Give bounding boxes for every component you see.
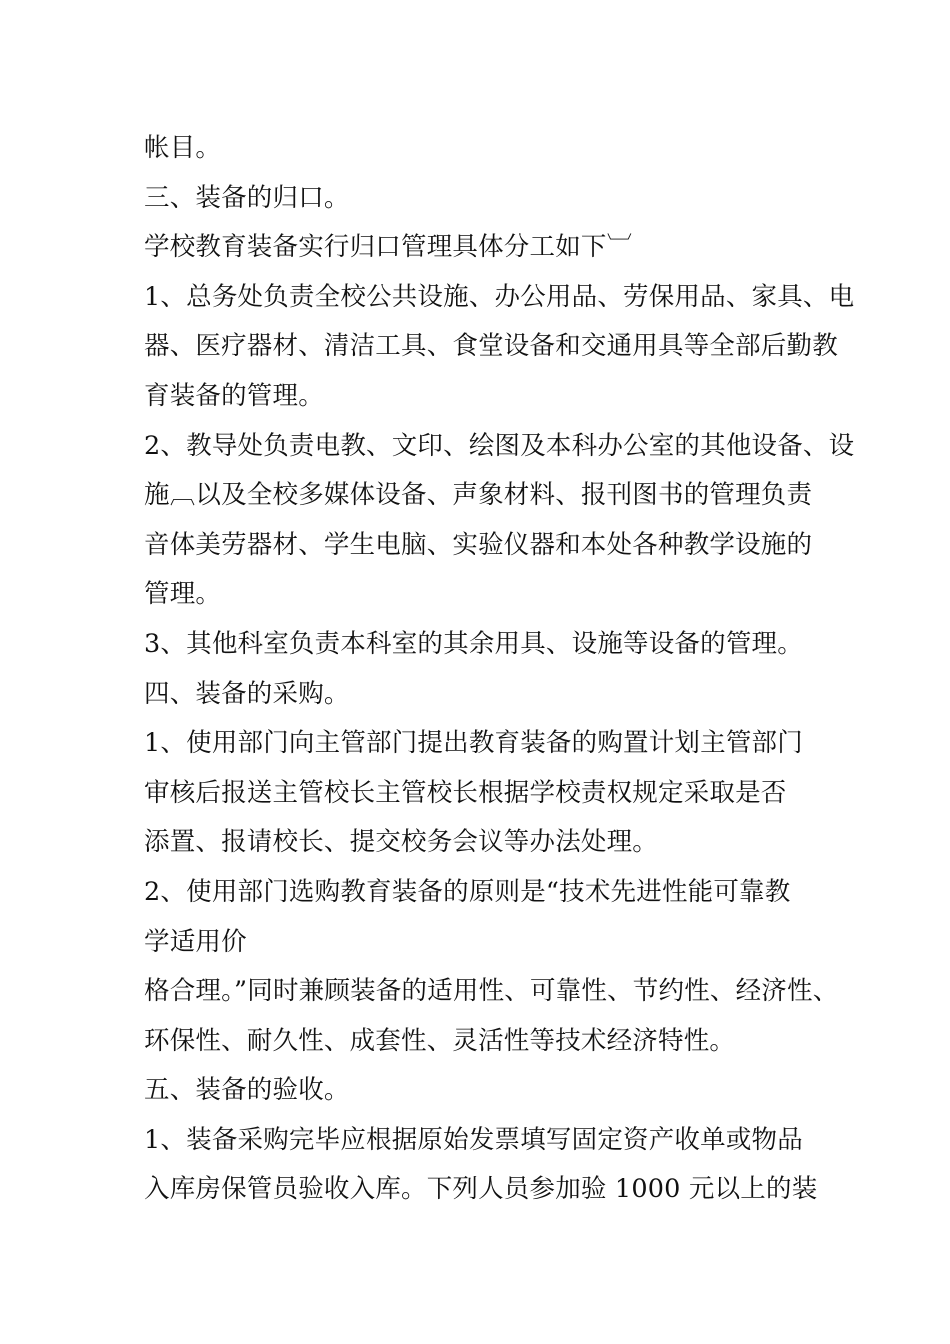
text-line: 管理。 xyxy=(144,579,222,610)
section-heading: 四、装备的采购。 xyxy=(144,678,350,709)
document-body xyxy=(144,124,855,1215)
text-line: 审核后报送主管校长主管校长根据学校责权规定采取是否 xyxy=(144,777,787,808)
text-line: 育装备的管理。 xyxy=(144,380,324,411)
text-line: 施︹以及全校多媒体设备、声象材料、报刊图书的管理负责 xyxy=(144,480,813,511)
text-line: 学校教育装备实行归口管理具体分工如下︺ xyxy=(144,232,633,263)
section-heading: 三、装备的归口。 xyxy=(144,182,350,213)
text-line: 2、使用部门选购教育装备的原则是“技术先进性能可靠教 xyxy=(144,876,791,907)
text-line: 入库房保管员验收入库。下列人员参加验 1000 元以上的装 xyxy=(144,1174,818,1205)
text-line: 器、医疗器材、清洁工具、食堂设备和交通用具等全部后勤教 xyxy=(144,331,838,362)
text-line: 环保性、耐久性、成套性、灵活性等技术经济特性。 xyxy=(144,1025,736,1056)
text-line: 3、其他科室负责本科室的其余用具、设施等设备的管理。 xyxy=(144,628,803,659)
text-line: 1、装备采购完毕应根据原始发票填写固定资产收单或物品 xyxy=(144,1124,803,1155)
text-line: 格合理。”同时兼顾装备的适用性、可靠性、节约性、经济性、 xyxy=(144,976,839,1007)
text-line: 添置、报请校长、提交校务会议等办法处理。 xyxy=(144,827,659,858)
text-line: 1、总务处负责全校公共设施、办公用品、劳保用品、家具、电 xyxy=(144,281,855,312)
section-heading: 五、装备的验收。 xyxy=(144,1075,350,1106)
text-line: 2、教导处负责电教、文印、绘图及本科办公室的其他设备、设 xyxy=(144,430,855,461)
text-line: 帐目。 xyxy=(144,133,222,163)
text-line: 学适用价 xyxy=(144,926,247,957)
text-line: 1、使用部门向主管部门提出教育装备的购置计划主管部门 xyxy=(144,728,803,759)
text-line: 音体美劳器材、学生电脑、实验仪器和本处各种教学设施的 xyxy=(144,529,813,560)
